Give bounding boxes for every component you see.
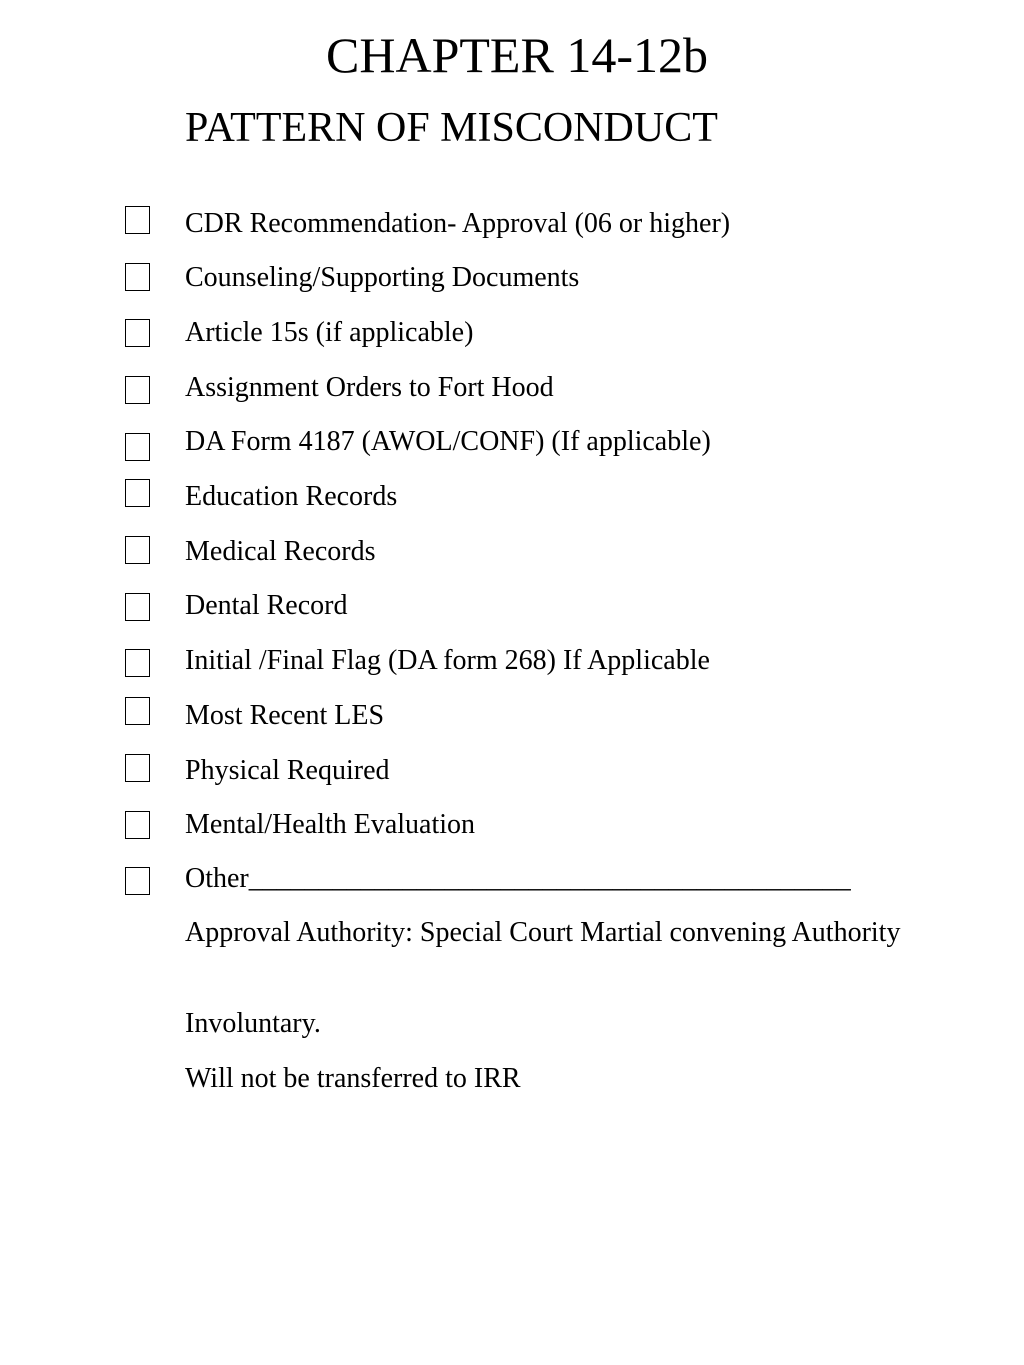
- checklist-item: [0, 425, 1024, 465]
- checklist-item-label: Education Records: [185, 481, 398, 512]
- checklist-item: [0, 479, 1024, 519]
- checkbox[interactable]: [125, 433, 150, 461]
- checklist-item: [0, 697, 1024, 737]
- checklist-item-label: CDR Recommendation- Approval (06 or higher): [185, 208, 731, 239]
- checklist-item-label: Most Recent LES: [185, 700, 385, 731]
- checkbox[interactable]: [125, 376, 150, 404]
- checkbox[interactable]: [125, 593, 150, 621]
- checklist-item: [0, 752, 1024, 792]
- separation-type-note: Involuntary.: [185, 1008, 321, 1039]
- approval-authority-note: Approval Authority: Special Court Martial convening Authority: [185, 917, 901, 948]
- checkbox[interactable]: [125, 319, 150, 347]
- checkbox[interactable]: [125, 206, 150, 234]
- checklist-item-label: Initial /Final Flag (DA form 268) If Applicable: [185, 645, 710, 676]
- checkbox[interactable]: [125, 754, 150, 782]
- checklist-item: [0, 206, 1024, 246]
- checklist-item-label: Medical Records: [185, 536, 376, 567]
- checklist-item-label: Article 15s (if applicable): [185, 317, 474, 348]
- checklist-item: [0, 315, 1024, 355]
- checklist-item-label: Physical Required: [185, 755, 390, 786]
- checklist-item-label: DA Form 4187 (AWOL/CONF) (If applicable): [185, 426, 711, 457]
- checklist-item: [0, 589, 1024, 629]
- checklist-item: [0, 370, 1024, 410]
- checkbox[interactable]: [125, 811, 150, 839]
- checklist-item-label: Mental/Health Evaluation: [185, 809, 476, 840]
- checklist-item: [0, 861, 1024, 901]
- checkbox[interactable]: [125, 536, 150, 564]
- checkbox[interactable]: [125, 649, 150, 677]
- checklist-item: [0, 643, 1024, 683]
- checklist-item: [0, 261, 1024, 301]
- chapter-title: CHAPTER 14-12b: [326, 27, 708, 83]
- checkbox[interactable]: [125, 867, 150, 895]
- checklist-item-label: Assignment Orders to Fort Hood: [185, 372, 554, 403]
- document-subtitle: PATTERN OF MISCONDUCT: [185, 105, 718, 151]
- checklist-item: [0, 534, 1024, 574]
- checklist-item-label: Dental Record: [185, 590, 348, 621]
- checklist-item: [0, 807, 1024, 847]
- checklist-item-label: Other___________________________________________: [185, 863, 851, 894]
- irr-transfer-note: Will not be transferred to IRR: [185, 1063, 521, 1094]
- checkbox[interactable]: [125, 479, 150, 507]
- checklist-item-label: Counseling/Supporting Documents: [185, 262, 580, 293]
- checkbox[interactable]: [125, 697, 150, 725]
- checkbox[interactable]: [125, 263, 150, 291]
